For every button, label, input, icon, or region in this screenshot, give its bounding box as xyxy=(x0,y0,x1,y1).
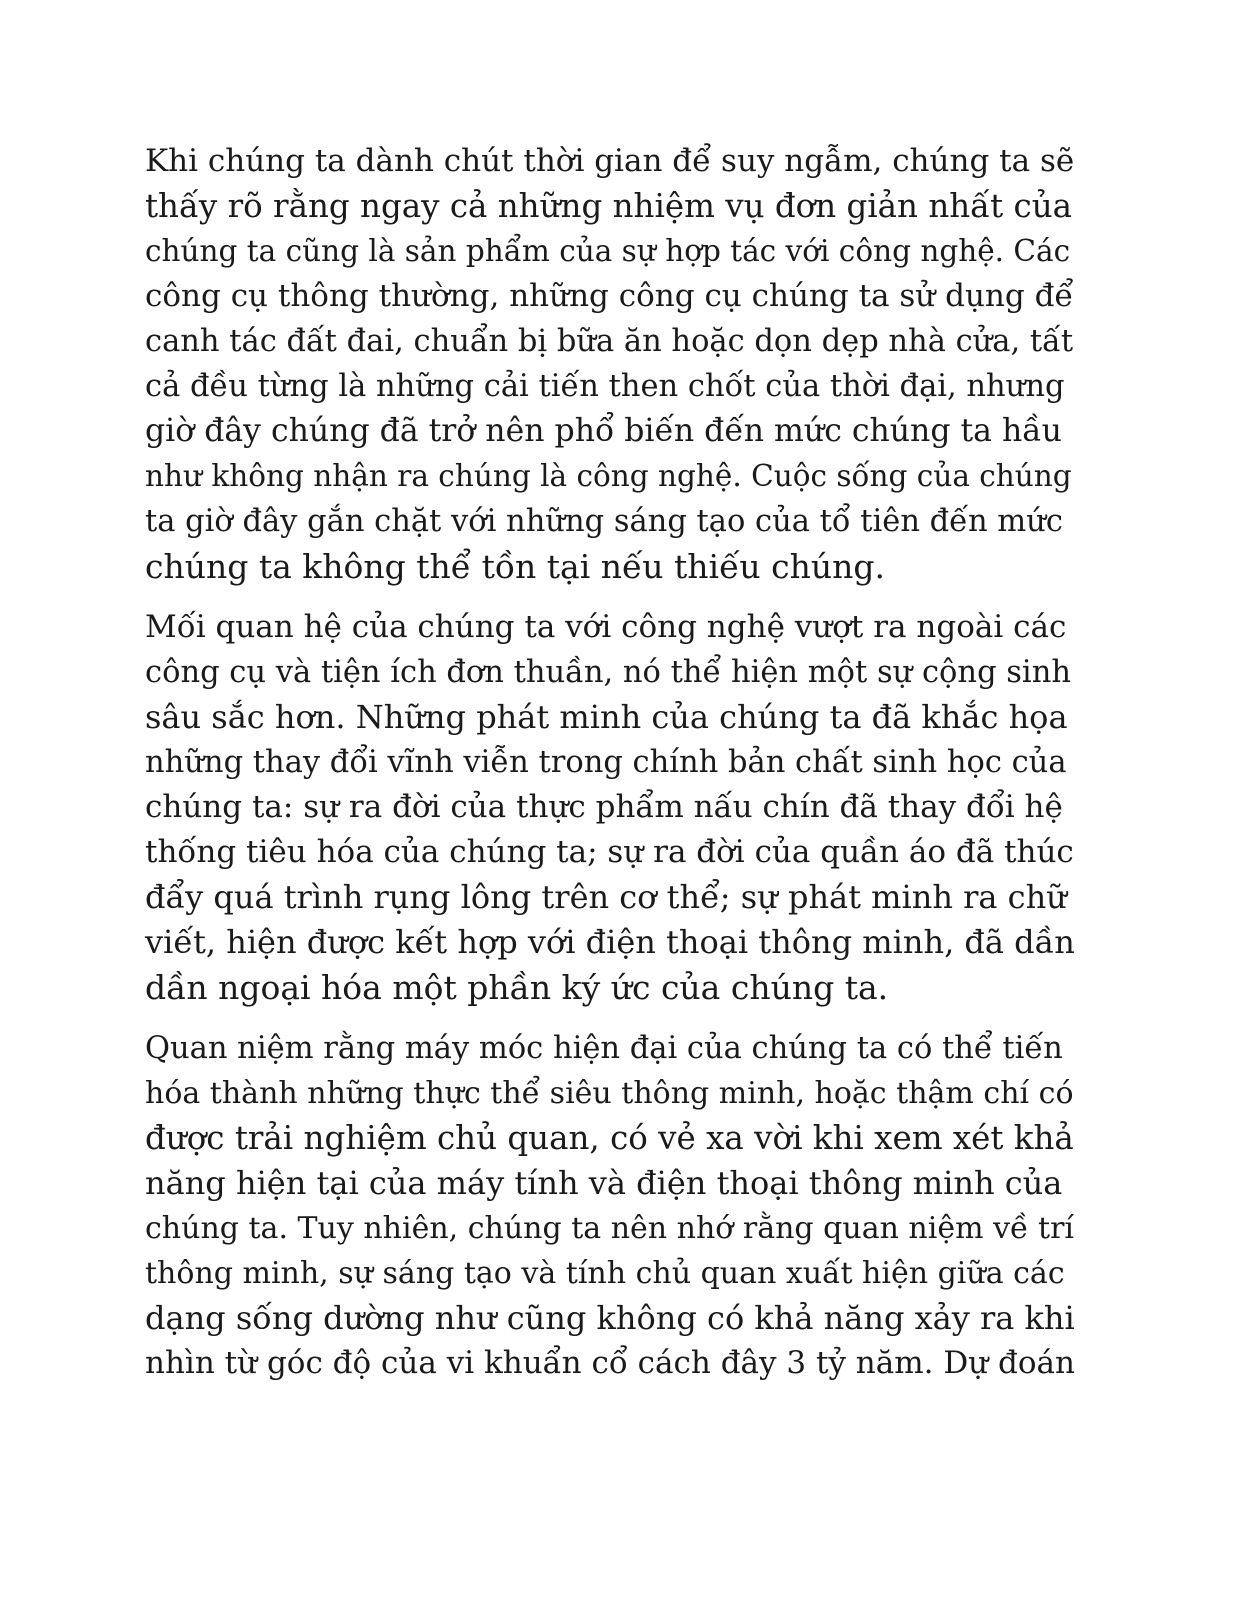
paragraph-1 xyxy=(145,139,1075,589)
text-line: ta giờ đây gắn chặt với những sáng tạo của tổ tiên đến mức xyxy=(145,504,1063,539)
paragraph-2 xyxy=(145,605,1075,1010)
text-line: hóa thành những thực thể siêu thông minh, hoặc thậm chí có xyxy=(145,1076,1074,1111)
text-line: nhìn từ góc độ của vi khuẩn cổ cách đây 3 tỷ năm. Dự đoán xyxy=(145,1345,1075,1381)
paragraph-3 xyxy=(145,1026,1075,1386)
text-line: năng hiện tại của máy tính và điện thoại thông minh của xyxy=(145,1164,1063,1202)
text-line: viết, hiện được kết hợp với điện thoại thông minh, đã dần xyxy=(145,923,1075,961)
text-line: chúng ta. Tuy nhiên, chúng ta nên nhớ rằng quan niệm về trí xyxy=(145,1211,1075,1246)
text-line: Quan niệm rằng máy móc hiện đại của chúng ta có thể tiến xyxy=(145,1031,1063,1066)
text-line: thông minh, sự sáng tạo và tính chủ quan xuất hiện giữa các xyxy=(145,1256,1065,1291)
text-line: Khi chúng ta dành chút thời gian để suy ngẫm, chúng ta sẽ xyxy=(145,143,1075,179)
text-line: chúng ta cũng là sản phẩm của sự hợp tác với công nghệ. Các xyxy=(145,234,1071,268)
body-text xyxy=(145,139,1075,1402)
text-line: đẩy quá trình rụng lông trên cơ thể; sự phát minh ra chữ xyxy=(145,878,1067,916)
text-line: dần ngoại hóa một phần ký ức của chúng ta. xyxy=(145,968,889,1007)
text-line: được trải nghiệm chủ quan, có vẻ xa vời khi xem xét khả xyxy=(145,1119,1074,1157)
text-line: chúng ta không thể tồn tại nếu thiếu chúng. xyxy=(145,547,886,586)
text-line: Mối quan hệ của chúng ta với công nghệ vượt ra ngoài các xyxy=(145,609,1067,645)
text-line: sâu sắc hơn. Những phát minh của chúng ta đã khắc họa xyxy=(145,698,1068,736)
text-line: chúng ta: sự ra đời của thực phẩm nấu chín đã thay đổi hệ xyxy=(145,789,1063,825)
text-line: cả đều từng là những cải tiến then chốt của thời đại, nhưng xyxy=(145,369,1065,404)
text-line: giờ đây chúng đã trở nên phổ biến đến mức chúng ta hầu xyxy=(145,413,1062,449)
text-line: những thay đổi vĩnh viễn trong chính bản chất sinh học của xyxy=(145,745,1067,780)
text-line: như không nhận ra chúng là công nghệ. Cuộc sống của chúng xyxy=(145,459,1072,493)
text-line: công cụ và tiện ích đơn thuần, nó thể hiện một sự cộng sinh xyxy=(145,655,1071,690)
text-line: dạng sống dường như cũng không có khả năng xảy ra khi xyxy=(145,1299,1075,1337)
text-line: thống tiêu hóa của chúng ta; sự ra đời của quần áo đã thúc xyxy=(145,834,1074,870)
text-line: canh tác đất đai, chuẩn bị bữa ăn hoặc dọn dẹp nhà cửa, tất xyxy=(145,324,1074,359)
text-line: thấy rõ rằng ngay cả những nhiệm vụ đơn giản nhất của xyxy=(145,187,1072,225)
text-line: công cụ thông thường, những công cụ chúng ta sử dụng để xyxy=(145,278,1074,314)
